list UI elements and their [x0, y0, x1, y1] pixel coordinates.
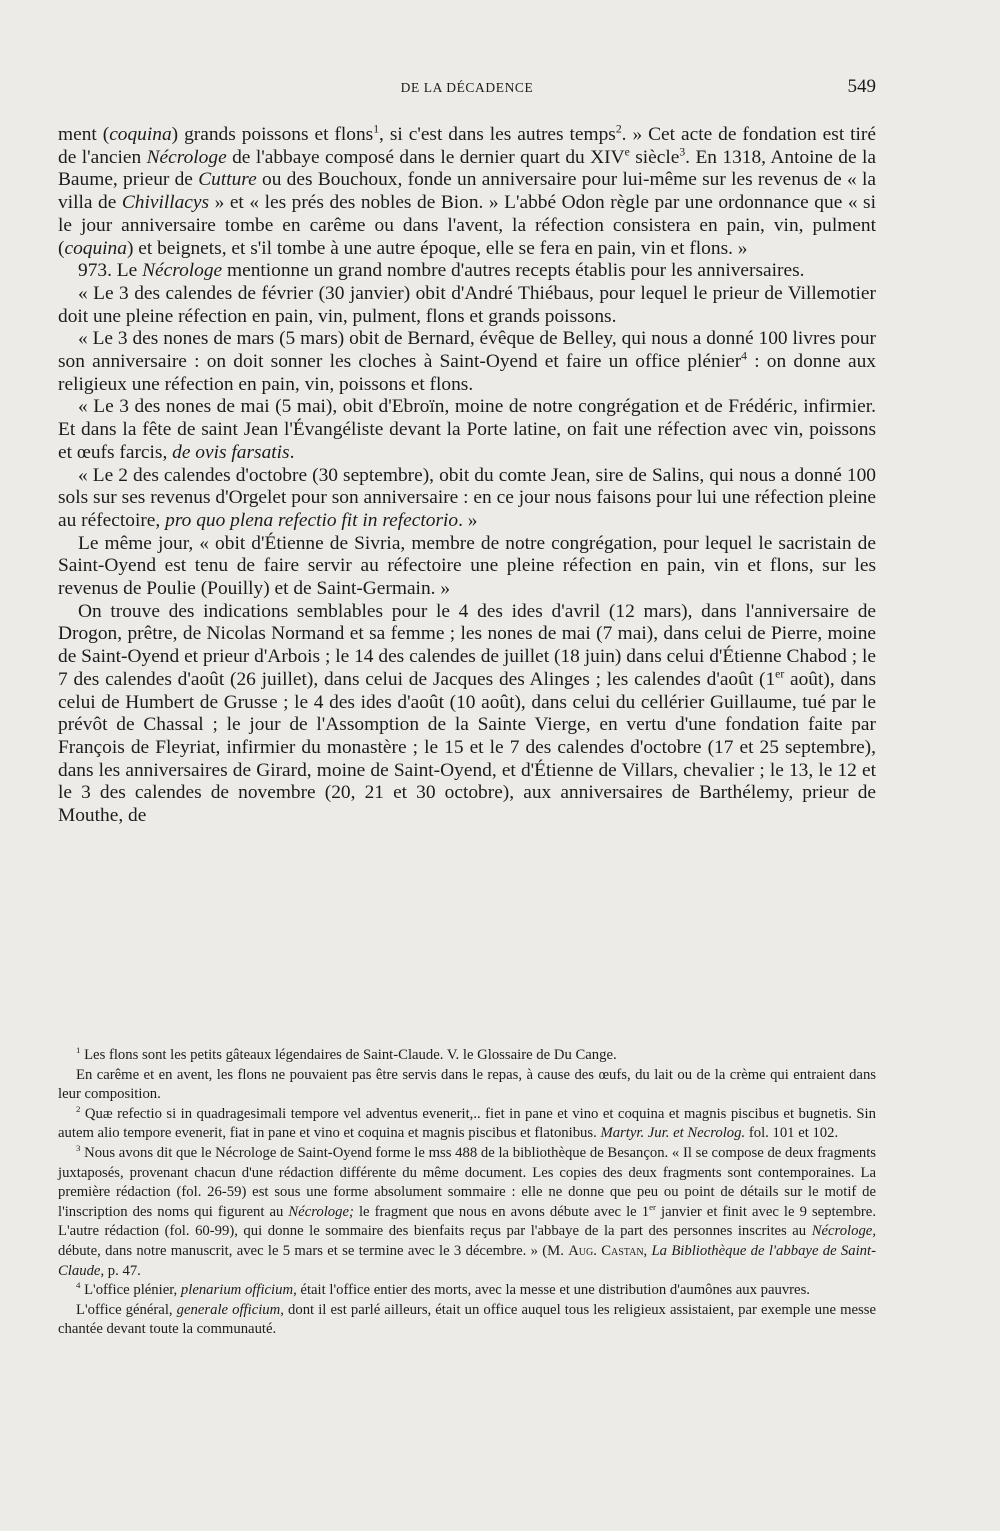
footnote-1-continued: En carême et en avent, les flons ne pouvaient pas être servis dans le repas, à cause des œufs, du lait ou de la crème qui entraient dans leur composition. [58, 1066, 876, 1103]
paragraph-2: 973. Le Nécrologe mentionne un grand nombre d'autres recepts établis pour les anniversaires. [78, 260, 805, 282]
footnote-ref-4: 4 [741, 349, 747, 363]
main-text [58, 124, 876, 828]
page-number: 549 [847, 76, 876, 97]
footnote-ref-1: 1 [373, 122, 380, 136]
paragraph-7: Le même jour, « obit d'Étienne de Sivria, membre de notre congrégation, pour lequel le sacristain de Saint-Oyend est tenu de faire servir au réfectoire une pleine réfection en pain, vin et flons, sur les revenus de Poulie (Pouilly) et de Saint-Germain. » [58, 532, 876, 600]
paragraph-6: « Le 2 des calendes d'octobre (30 septembre), obit du comte Jean, sire de Salins, qui nous a donné 100 sols sur ses revenus d'Orgelet pour son anniversaire : en ce jour nous faisons pour lui une réfection pleine au réfectoire, pro quo plena refectio fit in refectorio. » [58, 464, 876, 531]
paragraph-1: ment (coquina) grands poissons et flons$^1$, si c'est dans les autres temps$^2$. » Cet acte de fondation est tiré de l'ancien Nécrologe de l'abbaye composé dans le dernier quart du XIVe siècle$^3$. En 1318, Antoine de la Baume, prieur de Cutture ou des Bouchoux, fonde un anniversaire pour lui-même sur les revenus de « la villa de Chivillacys » et « les prés des nobles de Bion. » L'abbé Odon règle par une ordonnance que « si le jour anniversaire tombe en carême ou dans l'avent, la réfection consistera en pain, vin, pulment (coquina) et beignets, et s'il tombe à une autre époque, elle se fera en pain, vin et flons. » [58, 122, 876, 259]
footnote-ref-3: 3 [679, 145, 686, 159]
page-header [58, 76, 876, 102]
footnote-1: $^1$ Les flons sont les petits gâteaux légendaires de Saint-Claude. V. le Glossaire de Du Cange. [76, 1045, 617, 1063]
paragraph-5: « Le 3 des nones de mai (5 mai), obit d'Ebroïn, moine de notre congrégation et de Frédéric, infirmier. Et dans la fête de saint Jean l'Évangéliste devant la Porte latine, on fait une réfection avec vin, poissons et œufs farcis, de ovis farsatis. [58, 396, 876, 463]
paragraph-4: « Le 3 des nones de mars (5 mars) obit de Bernard, évêque de Belley, qui nous a donné 100 livres pour son anniversaire : on doit sonner les cloches à Saint-Oyend et faire un office plénier$^4$ : on donne aux religieux une réfection en pain, vin, poissons et flons. [58, 328, 876, 395]
paragraph-8: On trouve des indications semblables pour le 4 des ides d'avril (12 mars), dans l'anniversaire de Drogon, prêtre, de Nicolas Normand et sa femme ; les nones de mai (7 mai), dans celui de Pierre, moine de Saint-Oyend et prieur d'Arbois ; le 14 des calendes de juillet (18 juin) dans celui d'Étienne Chabod ; le 7 des calendes d'août (26 juillet), dans celui de Jacques des Alinges ; les calendes d'août (1er août), dans celui de Humbert de Grusse ; le 4 des ides d'août (10 août), dans celui du cellérier Guillaume, tué par le prévôt de Chassal ; le jour de l'Assomption de la Sainte Vierge, en vertu d'une fondation faite par François de Fleyriat, infirmier du monastère ; le 15 et le 7 des calendes d'octobre (17 et 25 septembre), dans les anniversaires de Girard, moine de Saint-Oyend, et d'Étienne de Villars, chevalier ; le 13, le 12 et le 3 des calendes de novembre (20, 21 et 30 octobre), aux anniversaires de Barthélemy, prieur de Mouthe, de [58, 600, 876, 827]
footnote-4-continued: L'office général, generale officium, dont il est parlé ailleurs, était un office auquel tous les religieux assistaient, par exemple une messe chantée devant toute la communauté. [58, 1301, 876, 1338]
footnotes [58, 1046, 876, 1340]
footnote-3: $^3$ Nous avons dit que le Nécrologe de Saint-Oyend forme le mss 488 de la bibliothèque de Besançon. « Il se compose de deux fragments juxtaposés, provenant chacun d'une rédaction différente du même document. Les copies des deux fragments sont contemporaines. La première rédaction (fol. 26-59) est sous une forme absolument sommaire : elle ne donne que peu ou point de détails sur le motif de l'inscription des noms qui figurent au Nécrologe; le fragment que nous en avons débute avec le 1er janvier et finit avec le 9 septembre. L'autre rédaction (fol. 60-99), qui donne le sommaire des bienfaits reçus par l'abbaye de la part des personnes inscrites au Nécrologe, débute, dans notre manuscrit, avec le 5 mars et se termine avec le 3 décembre. » (M. Aug. Castan, La Bibliothèque de l'abbaye de Saint-Claude, p. 47. [58, 1143, 876, 1279]
paragraph-3: « Le 3 des calendes de février (30 janvier) obit d'André Thiébaus, pour lequel le prieur de Villemotier doit une pleine réfection en pain, vin, pulment, flons et grands poissons. [58, 282, 876, 327]
footnote-ref-2: 2 [615, 122, 622, 136]
running-title: DE LA DÉCADENCE [400, 80, 534, 95]
footnote-4: $^4$ L'office plénier, plenarium officium, était l'office entier des morts, avec la messe et une distribution d'aumônes aux pauvres. [76, 1280, 810, 1299]
footnote-2: $^2$ Quæ refectio si in quadragesimali tempore vel adventus evenerit,.. fiet in pane et vino et coquina et magnis piscibus et bugnetis. Sin autem alio tempore evenerit, fiat in pane et vino et coquina et magnis piscibus et flatonibus. Martyr. Jur. et Necrolog. fol. 101 et 102. [58, 1103, 876, 1142]
